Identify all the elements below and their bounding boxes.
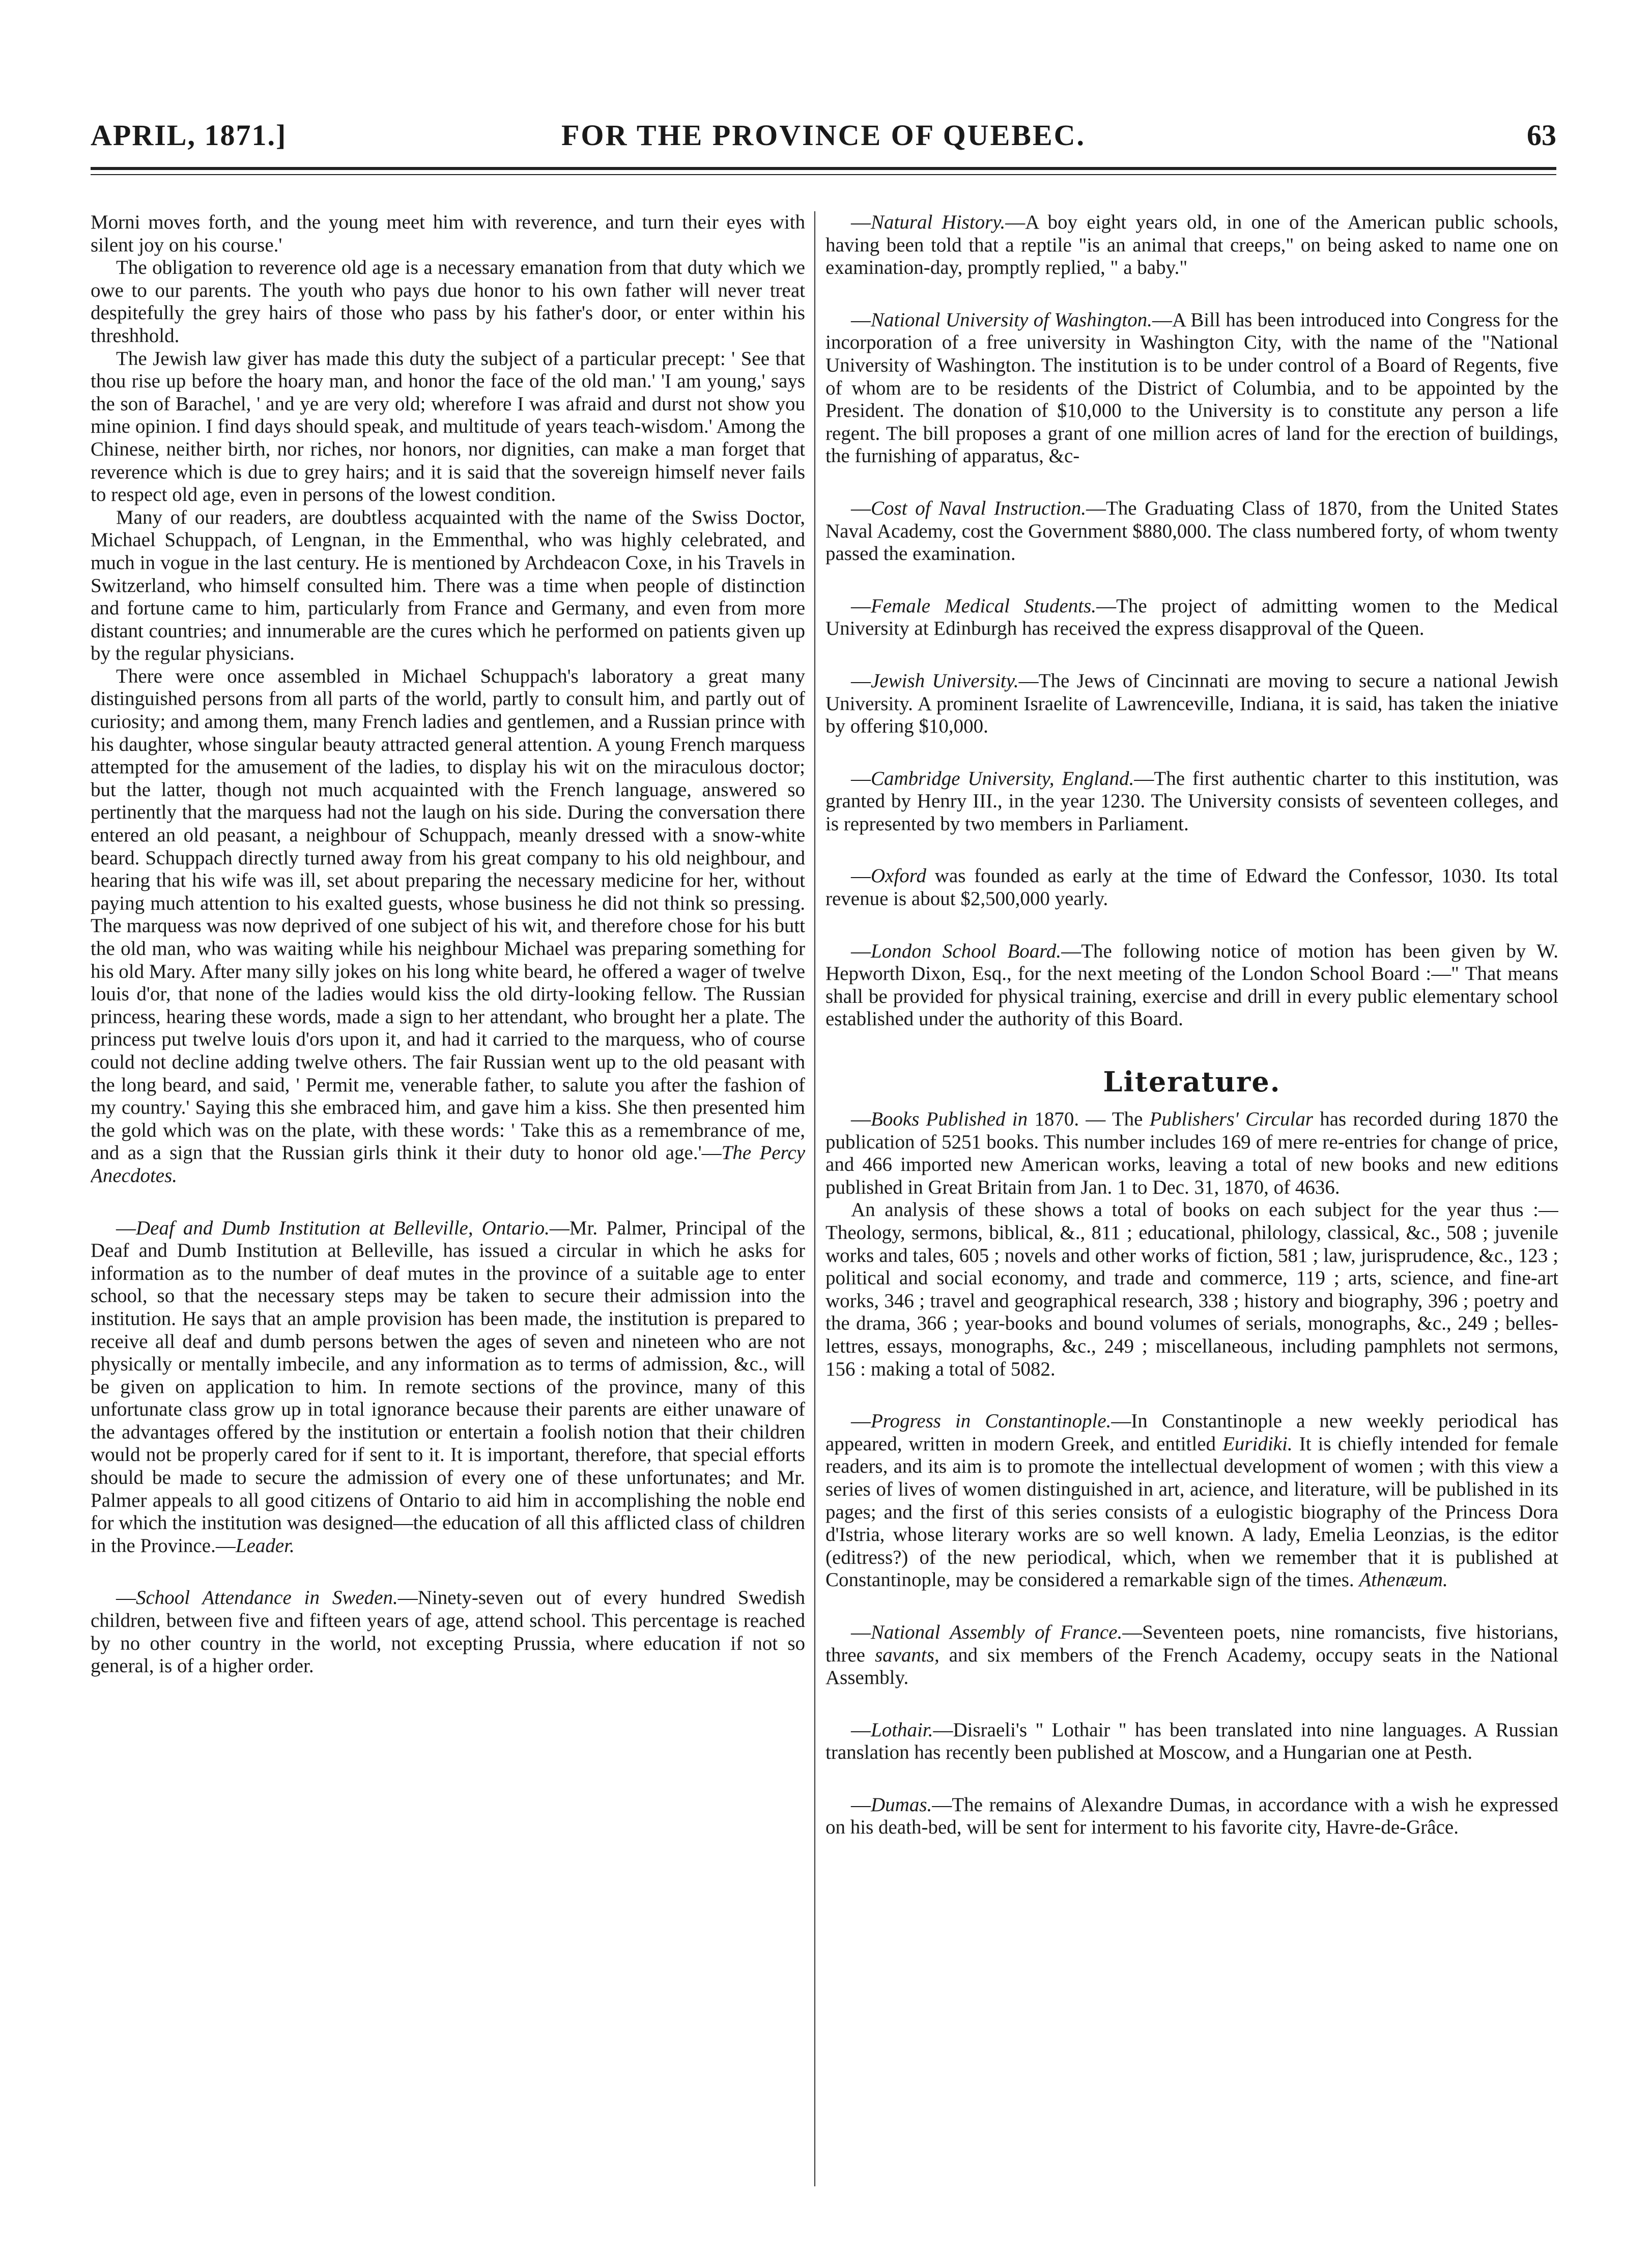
page-header <box>91 118 1556 179</box>
article-title: Natural History. <box>871 211 1006 233</box>
article-title: National Assembly of France. <box>871 1621 1123 1643</box>
article-title: Cost of Naval Instruction. <box>871 497 1086 519</box>
article-body: —The Graduating Class of 1870, from the United States Naval Academy, cost the Government $880,000. The class numbered forty, of whom twenty passed the examination. <box>825 497 1558 565</box>
article-body: —Ninety-seven out of every hundred Swedish children, between five and fifteen years of age, attend school. This percentage is reached by no other country in the world, not excepting Prussia, where education if not so general, is of a higher order. <box>91 1587 805 1677</box>
header-date: APRIL, 1871.] <box>91 119 287 152</box>
article-title: School Attendance in Sweden. <box>136 1587 398 1609</box>
italic-word: savants, <box>874 1644 939 1666</box>
paragraph: The obligation to reverence old age is a necessary emanation from that duty which we owe to our parents. The youth who pays due honor to his own father will never treat despitefully the grey hairs of those who pass by his father's door, or enter within his threshhold. <box>91 257 805 347</box>
article-school-attendance: —School Attendance in Sweden.—Ninety-seven out of every hundred Swedish children, between five and fifteen years of age, attend school. This percentage is reached by no other country in the world, not excepting Prussia, where education if not so general, is of a higher order. <box>91 1587 805 1677</box>
article-natural-history: —Natural History.—A boy eight years old, in one of the American public schools, having been told that a reptile "is an animal that creeps," on being asked to name one on examination-day, promptly replied, " a baby." <box>825 211 1558 279</box>
article-lothair: —Lothair.—Disraeli's " Lothair " has been translated into nine languages. A Russian translation has recently been published at Moscow, and a Hungarian one at Pesth. <box>825 1719 1558 1764</box>
section-heading-literature: Literature. <box>1103 1065 1281 1099</box>
article-title: Deaf and Dumb Institution at Belleville, Ontario. <box>136 1217 550 1239</box>
article-body: and six members of the French Academy, occupy seats in the National Assembly. <box>825 1644 1558 1689</box>
article-oxford: —Oxford was founded as early at the time of Edward the Confessor, 1030. Its total revenue is about $2,500,000 yearly. <box>825 865 1558 910</box>
source-credit: The Percy Anecdotes. <box>91 1142 805 1187</box>
header-rule-thick <box>91 167 1556 170</box>
article-title: Oxford <box>871 865 927 887</box>
source-credit: Athenæum. <box>1359 1569 1448 1591</box>
article-title: Books Published in <box>871 1108 1028 1131</box>
article-body: —The first authentic charter to this institution, was granted by Henry III., in the year 1230. The University consists of seventeen colleges, and is represented by two members in Parliament. <box>825 767 1558 835</box>
article-title: Cambridge University, England. <box>871 767 1134 790</box>
paragraph: Morni moves forth, and the young meet him with reverence, and turn their eyes with silent joy on his course.' <box>91 211 805 256</box>
publication-name: Publishers' Circular <box>1149 1108 1313 1131</box>
left-column <box>91 211 805 2186</box>
article-jewish-university: —Jewish University.—The Jews of Cincinnati are moving to secure a national Jewish University. A prominent Israelite of Lawrenceville, Indiana, it is said, has taken the iniative by offering $10,000. <box>825 669 1558 738</box>
paragraph <box>91 665 805 1188</box>
article-title: Progress in Constantinople. <box>871 1410 1112 1432</box>
article-title: National University of Washington. <box>871 308 1152 331</box>
paragraph: An analysis of these shows a total of books on each subject for the year thus :—Theology, sermons, biblical, &., 811 ; educational, philology, classical, &c., 508 ; juvenile works and tales, 605 ; novels and other works of fiction, 581 ; law, jurisprudence, &c., 123 ; political and social economy, and trade and commerce, 119 ; arts, science, and fine-art works, 346 ; travel and geographical research, 338 ; history and biography, 396 ; poetry and the drama, 366 ; year-books and bound volumes of serials, monographs, &c., 249 ; belles-lettres, essays, monographs, &c., 249 ; miscellaneous, including pamphlets not sermons, 156 : making a total of 5082. <box>825 1199 1558 1380</box>
article-body: has recorded during 1870 the publication of 5251 books. This number includes 169 of mere re-entries for change of price, and 466 imported new American works, leaving a total of new books and new editions published in Great Britain from Jan. 1 to Dec. 31, 1870, of 4636. <box>825 1108 1558 1198</box>
header-title: FOR THE PROVINCE OF QUEBEC. <box>561 119 1086 152</box>
article-books-published: —Books Published in 1870. — The Publishers' Circular has recorded during 1870 the publication of 5251 books. This number includes 169 of mere re-entries for change of price, and 466 imported new American works, leaving a total of new books and new editions published in Great Britain from Jan. 1 to Dec. 31, 1870, of 4636. <box>825 1108 1558 1198</box>
article-body: —Seventeen poets, nine romancists, five historians, three <box>825 1621 1558 1666</box>
periodical-name: Euridiki. <box>1222 1432 1293 1455</box>
article-body: —A boy eight years old, in one of the American public schools, having been told that a reptile "is an animal that creeps," on being asked to name one on examination-day, promptly replied, " a baby." <box>825 211 1558 279</box>
article-body: —The Jews of Cincinnati are moving to secure a national Jewish University. A prominent Israelite of Lawrenceville, Indiana, it is said, has taken the iniative by offering $10,000. <box>825 669 1558 738</box>
article-body: was founded as early at the time of Edward the Confessor, 1030. Its total revenue is about $2,500,000 yearly. <box>825 865 1558 910</box>
article-body: It is chiefly intended for female readers, and its aim is to promote the intellectual development of women ; with this view a series of lives of women distinguished in art, acience, and literature, will be published in its pages; and the first of this series consists of a eulogistic biography of the Princess Dora d'Istria, whose literary works are so well known. A lady, Emelia Leonzias, is the editor (editress?) of the new periodical, which, when we remember that it is published at Constantinople, may be considered a remarkable sign of the times. <box>825 1432 1558 1591</box>
paragraph: The Jewish law giver has made this duty the subject of a particular precept: ' See that thou rise up before the hoary man, and honor the face of the old man.' 'I am young,' says the son of Barachel, ' and ye are very old; wherefore I was afraid and durst not show you mine opinion. I find days should speak, and multitude of years teach-wisdom.' Among the Chinese, neither birth, nor riches, nor honors, nor dignities, can make a man forget that reverence which is due to grey hairs; and it is said that the sovereign himself never fails to respect old age, even in persons of the lowest condition. <box>91 347 805 506</box>
article-naval-instruction: —Cost of Naval Instruction.—The Graduating Class of 1870, from the United States Naval Academy, cost the Government $880,000. The class numbered forty, of whom twenty passed the examination. <box>825 497 1558 565</box>
source-credit: Leader. <box>235 1534 295 1557</box>
article-body: —Disraeli's " Lothair " has been translated into nine languages. A Russian translation has recently been published at Moscow, and a Hungarian one at Pesth. <box>825 1719 1558 1764</box>
article-constantinople: —Progress in Constantinople.—In Constantinople a new weekly periodical has appeared, written in modern Greek, and entitled Euridiki. It is chiefly intended for female readers, and its aim is to promote the intellectual development of women ; with this view a series of lives of women distinguished in art, acience, and literature, will be published in its pages; and the first of this series consists of a eulogistic biography of the Princess Dora d'Istria, whose literary works are so well known. A lady, Emelia Leonzias, is the editor (editress?) of the new periodical, which, when we remember that it is published at Constantinople, may be considered a remarkable sign of the times. Athenæum. <box>825 1410 1558 1591</box>
column-divider <box>814 211 815 2186</box>
article-title: London School Board. <box>871 940 1062 962</box>
article-text: 1870. — The <box>1028 1108 1150 1131</box>
article-national-university: —National University of Washington.—A Bill has been introduced into Congress for the incorporation of a free university in Washington City, with the name of the "National University of Washington. The institution is to be under control of a Board of Regents, five of whom are to be residents of the District of Columbia, and to be appointed by the President. The donation of $10,000 to the University is to constitute any person a life regent. The bill proposes a grant of one million acres of land for the erection of buildings, the furnishing of apparatus, &c- <box>825 308 1558 467</box>
article-cambridge: —Cambridge University, England.—The first authentic charter to this institution, was granted by Henry III., in the year 1230. The University consists of seventeen colleges, and is represented by two members in Parliament. <box>825 767 1558 835</box>
article-body: —The project of admitting women to the Medical University at Edinburgh has received the express disapproval of the Queen. <box>825 595 1558 640</box>
article-deaf-dumb: —Deaf and Dumb Institution at Belleville, Ontario.—Mr. Palmer, Principal of the Deaf and Dumb Institution at Belleville, has issued a circular in which he asks for information as to the number of deaf mutes in the province of a suitable age to enter school, so that the necessary steps may be taken to secure their admission into the institution. He says that an ample provision has been made, the institution is prepared to receive all deaf and dumb persons betwen the ages of seven and nineteen who are not physically or mentally imbecile, and any information as to terms of admission, &c., will be given on application to him. In remote sections of the province, many of this unfortunate class grow up in total ignorance because their parents are either unaware of the advantages offered by the institution or entertain a foolish notion that their children would not be properly cared for if sent to it. It is important, therefore, that special efforts should be made to secure the admission of every one of these unfortunates; and Mr. Palmer appeals to all good citizens of Ontario to aid him in accomplishing the noble end for which the institution was designed—the education of all this afflicted class of children in the Province.—Leader. <box>91 1217 805 1557</box>
article-body: —In Constantinople a new weekly periodical has appeared, written in modern Greek, and entitled <box>825 1410 1558 1455</box>
paragraph-text: There were once assembled in Michael Schuppach's laboratory a great many distinguished persons from all parts of the world, partly to consult him, and partly out of curiosity; and among them, many French ladies and gentlemen, and a Russian prince with his daughter, whose singular beauty attracted general attention. A young French marquess attempted for the amusement of the ladies, to display his wit on the miraculous doctor; but the latter, though not much acquainted with the French language, answered so pertinently that the marquess had not the laugh on his side. During the conversation there entered an old peasant, a neighbour of Schuppach, meanly dressed with a snow-white beard. Schuppach directly turned away from his great company to his old neighbour, and hearing that his wife was ill, set about preparing the necessary medicine for her, without paying much attention to his exalted guests, whose business he did not think so pressing. The marquess was now deprived of one subject of his wit, and therefore chose for his butt the old man, who was waiting while his neighbour Michael was preparing something for his old Mary. After many silly jokes on his long white beard, he offered a wager of twelve louis d'or, that none of the ladies would kiss the old dirty-looking fellow. The Russian princess, hearing these words, made a sign to her attendant, who brought her a plate. The princess put twelve louis d'ors upon it, and had it carried to the marquess, who of course could not decline adding twelve others. The fair Russian went up to the old peasant with the long beard, and said, ' Permit me, venerable father, to salute you after the fashion of my country.' Saying this she embraced him, and gave him a kiss. She then presented him the gold which was on the plate, with these words: ' Take this as a remembrance of me, and as a sign that the Russian girls think it their duty to honor old age.'— <box>91 665 805 1164</box>
article-body: —The following notice of motion has been given by W. Hepworth Dixon, Esq., for the next meeting of the London School Board :—" That means shall be provided for physical training, exercise and drill in every public elementary school established under the authority of this Board. <box>825 940 1558 1030</box>
article-title: Jewish University. <box>871 669 1019 692</box>
article-female-medical: —Female Medical Students.—The project of admitting women to the Medical University at Edinburgh has received the express disapproval of the Queen. <box>825 595 1558 640</box>
right-column <box>825 211 1558 2186</box>
article-body: —A Bill has been introduced into Congress for the incorporation of a free university in Washington City, with the name of the "National University of Washington. The institution is to be under control of a Board of Regents, five of whom are to be residents of the District of Columbia, and to be appointed by the President. The donation of $10,000 to the University is to constitute any person a life regent. The bill proposes a grant of one million acres of land for the erection of buildings, the furnishing of apparatus, &c- <box>825 308 1558 467</box>
article-body: —Mr. Palmer, Principal of the Deaf and Dumb Institution at Belleville, has issued a circular in which he asks for information as to the number of deaf mutes in the province of a suitable age to enter school, so that the necessary steps may be taken to secure their admission into the institution. He says that an ample provision has been made, the institution is prepared to receive all deaf and dumb persons betwen the ages of seven and nineteen who are not physically or mentally imbecile, and any information as to terms of admission, &c., will be given on application to him. In remote sections of the province, many of this unfortunate class grow up in total ignorance because their parents are either unaware of the advantages offered by the institution or entertain a foolish notion that their children would not be properly cared for if sent to it. It is important, therefore, that special efforts should be made to secure the admission of every one of these unfortunates; and Mr. Palmer appeals to all good citizens of Ontario to aid him in accomplishing the noble end for which the institution was designed—the education of all this afflicted class of children in the Province.— <box>91 1217 805 1557</box>
article-body: —The remains of Alexandre Dumas, in accordance with a wish he expressed on his death-bed, will be sent for interment to his favorite city, Havre-de-Grâce. <box>825 1793 1558 1839</box>
header-rule-thin <box>91 174 1556 175</box>
article-dumas: —Dumas.—The remains of Alexandre Dumas, in accordance with a wish he expressed on his death-bed, will be sent for interment to his favorite city, Havre-de-Grâce. <box>825 1793 1558 1839</box>
article-title: Female Medical Students. <box>871 595 1097 617</box>
article-title: Dumas. <box>871 1793 932 1816</box>
paragraph: Many of our readers, are doubtless acquainted with the name of the Swiss Doctor, Michael Schuppach, of Lengnan, in the Emmenthal, who was highly celebrated, and much in vogue in the last century. He is mentioned by Archdeacon Coxe, in his Travels in Switzerland, who himself consulted him. There was a time when people of distinction and fortune came to him, particularly from France and Germany, and even from more distant countries; and innumerable are the cures which he performed on patients given up by the regular physicians. <box>91 506 805 665</box>
article-national-assembly: —National Assembly of France.—Seventeen poets, nine romancists, five historians, three savants, and six members of the French Academy, occupy seats in the National Assembly. <box>825 1621 1558 1689</box>
article-title: Lothair. <box>871 1719 933 1741</box>
article-london-school-board: —London School Board.—The following notice of motion has been given by W. Hepworth Dixon, Esq., for the next meeting of the London School Board :—" That means shall be provided for physical training, exercise and drill in every public elementary school established under the authority of this Board. <box>825 940 1558 1030</box>
page-number: 63 <box>1527 119 1556 152</box>
